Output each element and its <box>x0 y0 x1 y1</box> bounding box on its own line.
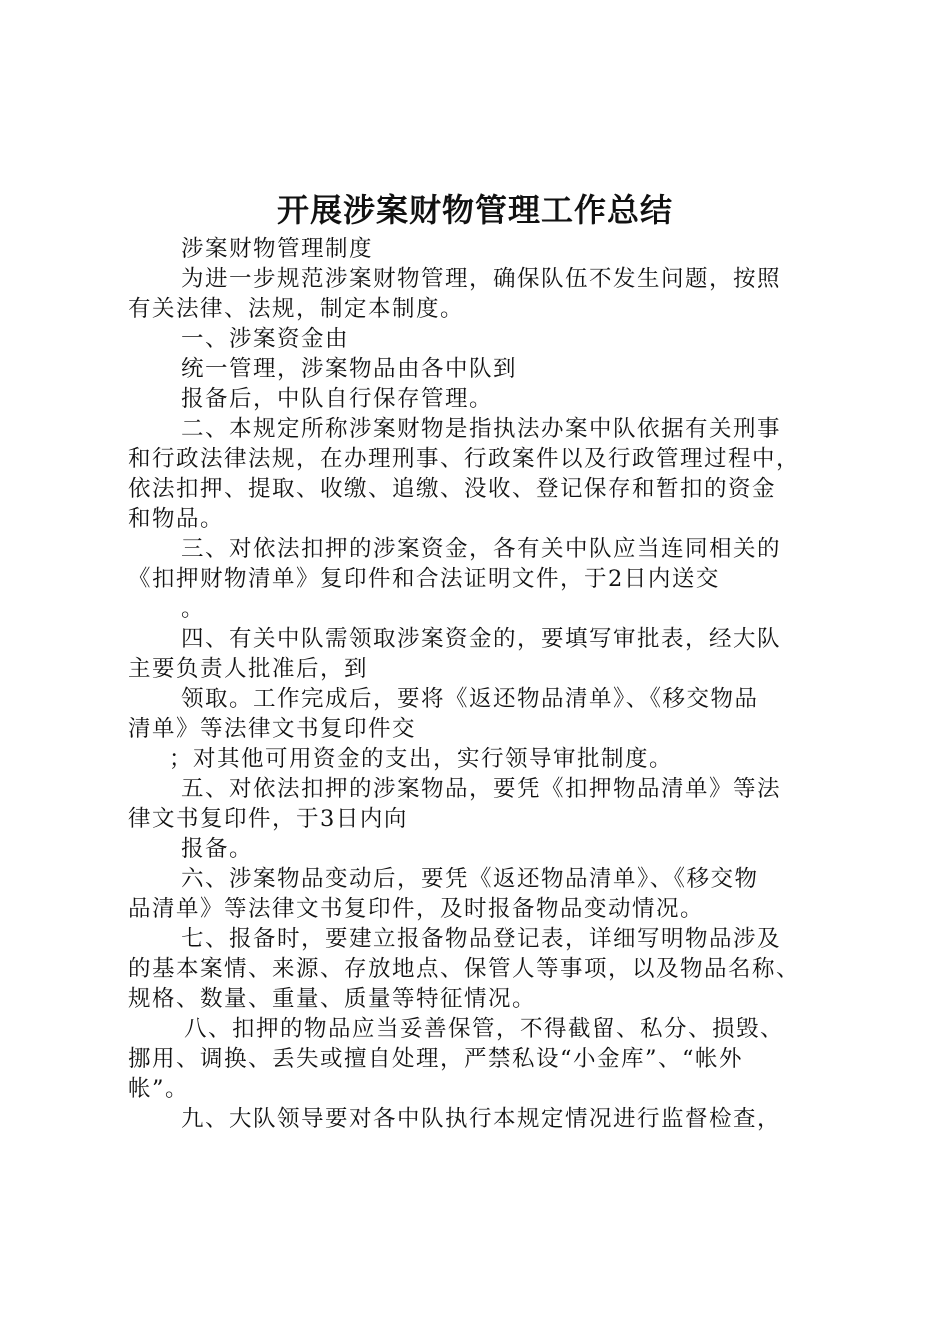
paragraph-line: 五、对依法扣押的涉案物品，要凭《扣押物品清单》等法 <box>181 776 782 802</box>
paragraph-line: 一、涉案资金由 <box>181 326 350 352</box>
paragraph-line: 主要负责人批准后，到 <box>128 656 369 682</box>
paragraph-line: 《扣押财物清单》复印件和合法证明文件，于2日内送交 <box>128 566 720 592</box>
paragraph-line: 律文书复印件，于3日内向 <box>128 806 408 832</box>
paragraph-line: 挪用、调换、丢失或擅自处理，严禁私设“小金库”、“帐外 <box>128 1046 744 1072</box>
paragraph-line: ；对其他可用资金的支出，实行领导审批制度。 <box>169 746 674 772</box>
paragraph-line: 涉案财物管理制度 <box>181 236 374 262</box>
paragraph-line: 的基本案情、来源、存放地点、保管人等事项，以及物品名称、 <box>128 956 801 982</box>
paragraph-line: 帐”。 <box>128 1076 190 1102</box>
paragraph-line: 九、大队领导要对各中队执行本规定情况进行监督检查， <box>181 1106 782 1132</box>
paragraph-line: 报备后，中队自行保存管理。 <box>181 386 494 412</box>
paragraph-line: 二、本规定所称涉案财物是指执法办案中队依据有关刑事 <box>181 416 782 442</box>
paragraph-line: 四、有关中队需领取涉案资金的，要填写审批表，经大队 <box>181 626 782 652</box>
paragraph-line: 和物品。 <box>128 506 225 532</box>
paragraph-line: 和行政法律法规，在办理刑事、行政案件以及行政管理过程中， <box>128 446 801 472</box>
paragraph-line: 六、涉案物品变动后，要凭《返还物品清单》、《移交物 <box>181 866 759 892</box>
paragraph-line: 规格、数量、重量、质量等特征情况。 <box>128 986 537 1012</box>
paragraph-line: 为进一步规范涉案财物管理，确保队伍不发生问题，按照 <box>181 266 782 292</box>
paragraph-line: 有关法律、法规，制定本制度。 <box>128 296 465 322</box>
paragraph-line: 品清单》等法律文书复印件，及时报备物品变动情况。 <box>128 896 705 922</box>
paragraph-line: 依法扣押、提取、收缴、追缴、没收、登记保存和暂扣的资金 <box>128 476 777 502</box>
paragraph-line: 清单》等法律文书复印件交 <box>128 716 417 742</box>
paragraph-line: 三、对依法扣押的涉案资金，各有关中队应当连同相关的 <box>181 536 782 562</box>
paragraph-line: 统一管理，涉案物品由各中队到 <box>181 356 518 382</box>
paragraph-line: 。 <box>181 596 206 622</box>
paragraph-line: 报备。 <box>181 836 254 862</box>
document-body <box>128 234 828 1134</box>
paragraph-line: 八、扣押的物品应当妥善保管，不得截留、私分、损毁、 <box>184 1016 785 1042</box>
paragraph-line: 领取。工作完成后，要将《返还物品清单》、《移交物品 <box>181 686 759 712</box>
paragraph-line: 七、报备时，要建立报备物品登记表，详细写明物品涉及 <box>181 926 782 952</box>
document-title: 开展涉案财物管理工作总结 <box>276 191 673 229</box>
